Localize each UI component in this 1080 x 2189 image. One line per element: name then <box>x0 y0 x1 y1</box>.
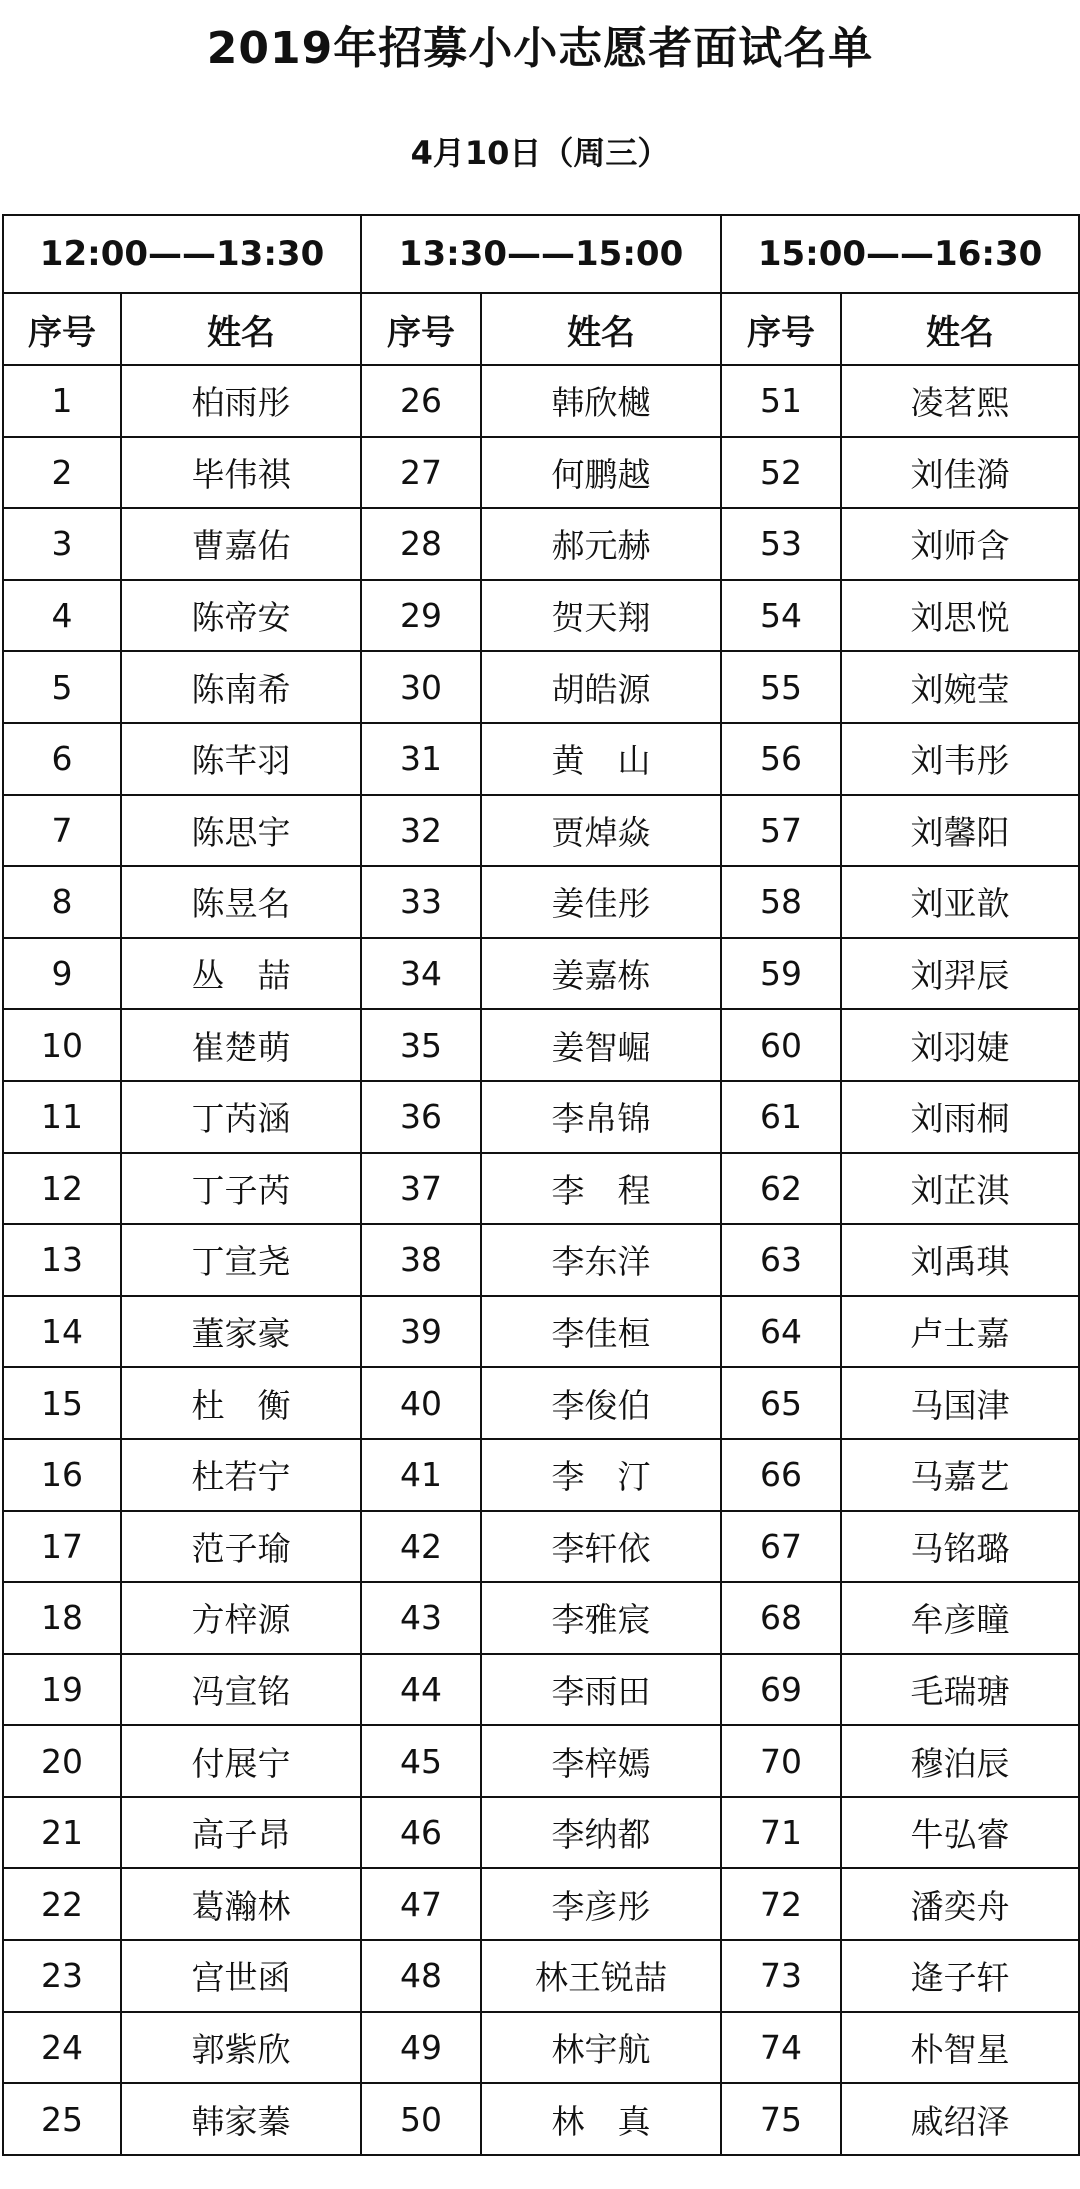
serial-number-cell: 38 <box>361 1224 481 1296</box>
serial-number-cell: 31 <box>361 723 481 795</box>
name-cell: 刘禹琪 <box>841 1224 1079 1296</box>
name-cell: 何鹏越 <box>481 437 721 509</box>
serial-number-cell: 27 <box>361 437 481 509</box>
serial-number-cell: 40 <box>361 1367 481 1439</box>
name-cell: 方梓源 <box>121 1582 361 1654</box>
serial-number-cell: 35 <box>361 1009 481 1081</box>
serial-number-cell: 43 <box>361 1582 481 1654</box>
serial-number-cell: 25 <box>3 2083 121 2155</box>
name-cell: 杜若宁 <box>121 1439 361 1511</box>
serial-number-cell: 4 <box>3 580 121 652</box>
name-cell: 刘师含 <box>841 508 1079 580</box>
serial-number-cell: 50 <box>361 2083 481 2155</box>
name-cell: 刘芷淇 <box>841 1153 1079 1225</box>
name-cell: 刘雨桐 <box>841 1081 1079 1153</box>
serial-number-cell: 18 <box>3 1582 121 1654</box>
name-cell: 陈芊羽 <box>121 723 361 795</box>
table-row <box>3 2083 1079 2155</box>
name-cell: 陈昱名 <box>121 866 361 938</box>
serial-number-cell: 74 <box>721 2012 841 2084</box>
table-row <box>3 651 1079 723</box>
name-cell: 刘婉莹 <box>841 651 1079 723</box>
name-cell: 李帛锦 <box>481 1081 721 1153</box>
name-cell: 李 程 <box>481 1153 721 1225</box>
name-cell: 曹嘉佑 <box>121 508 361 580</box>
serial-number-cell: 62 <box>721 1153 841 1225</box>
name-cell: 戚绍泽 <box>841 2083 1079 2155</box>
name-cell: 付展宁 <box>121 1725 361 1797</box>
serial-number-cell: 16 <box>3 1439 121 1511</box>
table-row <box>3 1081 1079 1153</box>
serial-number-cell: 65 <box>721 1367 841 1439</box>
name-cell: 林宇航 <box>481 2012 721 2084</box>
serial-number-cell: 64 <box>721 1296 841 1368</box>
serial-number-cell: 52 <box>721 437 841 509</box>
serial-number-cell: 2 <box>3 437 121 509</box>
name-cell: 李俊伯 <box>481 1367 721 1439</box>
serial-number-cell: 51 <box>721 365 841 437</box>
time-slot-header: 15:00——16:30 <box>721 215 1079 293</box>
name-cell: 李 汀 <box>481 1439 721 1511</box>
serial-number-cell: 60 <box>721 1009 841 1081</box>
serial-number-cell: 13 <box>3 1224 121 1296</box>
name-cell: 董家豪 <box>121 1296 361 1368</box>
interview-roster-table <box>2 214 1080 2156</box>
name-cell: 崔楚萌 <box>121 1009 361 1081</box>
serial-number-cell: 7 <box>3 795 121 867</box>
serial-number-cell: 39 <box>361 1296 481 1368</box>
serial-number-cell: 22 <box>3 1868 121 1940</box>
table-row <box>3 938 1079 1010</box>
serial-number-cell: 45 <box>361 1725 481 1797</box>
name-cell: 姜嘉栋 <box>481 938 721 1010</box>
name-column-header: 姓名 <box>481 293 721 365</box>
name-cell: 宫世函 <box>121 1940 361 2012</box>
serial-number-cell: 10 <box>3 1009 121 1081</box>
name-cell: 刘佳漪 <box>841 437 1079 509</box>
serial-number-cell: 34 <box>361 938 481 1010</box>
serial-number-cell: 67 <box>721 1511 841 1583</box>
table-row <box>3 1224 1079 1296</box>
serial-number-cell: 29 <box>361 580 481 652</box>
serial-number-cell: 54 <box>721 580 841 652</box>
serial-number-cell: 61 <box>721 1081 841 1153</box>
name-cell: 陈南希 <box>121 651 361 723</box>
serial-number-cell: 75 <box>721 2083 841 2155</box>
name-cell: 牟彦瞳 <box>841 1582 1079 1654</box>
serial-number-cell: 63 <box>721 1224 841 1296</box>
name-cell: 丁芮涵 <box>121 1081 361 1153</box>
name-cell: 卢士嘉 <box>841 1296 1079 1368</box>
name-cell: 范子瑜 <box>121 1511 361 1583</box>
name-cell: 穆泊辰 <box>841 1725 1079 1797</box>
serial-number-cell: 68 <box>721 1582 841 1654</box>
serial-number-cell: 11 <box>3 1081 121 1153</box>
table-row <box>3 2012 1079 2084</box>
name-cell: 逄子轩 <box>841 1940 1079 2012</box>
serial-number-cell: 44 <box>361 1654 481 1726</box>
name-cell: 林 真 <box>481 2083 721 2155</box>
serial-number-cell: 32 <box>361 795 481 867</box>
serial-number-cell: 24 <box>3 2012 121 2084</box>
table-row <box>3 1797 1079 1869</box>
name-cell: 毛瑞瑭 <box>841 1654 1079 1726</box>
name-cell: 毕伟祺 <box>121 437 361 509</box>
serial-number-cell: 30 <box>361 651 481 723</box>
serial-number-cell: 56 <box>721 723 841 795</box>
table-row <box>3 1940 1079 2012</box>
name-cell: 林王锐喆 <box>481 1940 721 2012</box>
serial-number-cell: 33 <box>361 866 481 938</box>
serial-number-cell: 55 <box>721 651 841 723</box>
column-header-row <box>3 293 1079 365</box>
serial-number-cell: 47 <box>361 1868 481 1940</box>
table-row <box>3 1439 1079 1511</box>
serial-number-cell: 12 <box>3 1153 121 1225</box>
name-cell: 柏雨彤 <box>121 365 361 437</box>
name-cell: 刘韦彤 <box>841 723 1079 795</box>
name-cell: 贺天翔 <box>481 580 721 652</box>
serial-number-cell: 53 <box>721 508 841 580</box>
name-cell: 贾焯焱 <box>481 795 721 867</box>
name-cell: 李纳都 <box>481 1797 721 1869</box>
serial-number-cell: 69 <box>721 1654 841 1726</box>
name-cell: 刘馨阳 <box>841 795 1079 867</box>
name-cell: 胡皓源 <box>481 651 721 723</box>
serial-number-cell: 5 <box>3 651 121 723</box>
name-cell: 马嘉艺 <box>841 1439 1079 1511</box>
table-row <box>3 1009 1079 1081</box>
name-cell: 姜智崛 <box>481 1009 721 1081</box>
serial-number-cell: 20 <box>3 1725 121 1797</box>
name-cell: 刘羽婕 <box>841 1009 1079 1081</box>
name-cell: 丛 喆 <box>121 938 361 1010</box>
serial-number-cell: 58 <box>721 866 841 938</box>
name-cell: 丁宣尧 <box>121 1224 361 1296</box>
roster-body <box>3 365 1079 2155</box>
serial-number-cell: 73 <box>721 1940 841 2012</box>
table-row <box>3 795 1079 867</box>
serial-number-cell: 70 <box>721 1725 841 1797</box>
serial-number-cell: 36 <box>361 1081 481 1153</box>
name-cell: 郭紫欣 <box>121 2012 361 2084</box>
table-row <box>3 1511 1079 1583</box>
serial-number-cell: 19 <box>3 1654 121 1726</box>
serial-number-cell: 42 <box>361 1511 481 1583</box>
serial-number-cell: 8 <box>3 866 121 938</box>
serial-number-cell: 1 <box>3 365 121 437</box>
name-cell: 陈帝安 <box>121 580 361 652</box>
serial-number-cell: 6 <box>3 723 121 795</box>
table-row <box>3 1367 1079 1439</box>
serial-number-cell: 49 <box>361 2012 481 2084</box>
serial-number-cell: 71 <box>721 1797 841 1869</box>
page-title: 2019年招募小小志愿者面试名单 <box>206 23 874 74</box>
time-slot-header: 12:00——13:30 <box>3 215 361 293</box>
serial-number-cell: 3 <box>3 508 121 580</box>
table-row <box>3 365 1079 437</box>
name-cell: 李彦彤 <box>481 1868 721 1940</box>
name-cell: 葛瀚林 <box>121 1868 361 1940</box>
table-row <box>3 1868 1079 1940</box>
number-column-header: 序号 <box>3 293 121 365</box>
serial-number-cell: 28 <box>361 508 481 580</box>
table-row <box>3 1296 1079 1368</box>
table-row <box>3 437 1079 509</box>
serial-number-cell: 21 <box>3 1797 121 1869</box>
name-cell: 凌茗熙 <box>841 365 1079 437</box>
name-cell: 潘奕舟 <box>841 1868 1079 1940</box>
serial-number-cell: 9 <box>3 938 121 1010</box>
name-cell: 刘羿辰 <box>841 938 1079 1010</box>
name-cell: 刘亚歆 <box>841 866 1079 938</box>
name-cell: 黄 山 <box>481 723 721 795</box>
number-column-header: 序号 <box>361 293 481 365</box>
name-cell: 杜 衡 <box>121 1367 361 1439</box>
name-column-header: 姓名 <box>121 293 361 365</box>
serial-number-cell: 59 <box>721 938 841 1010</box>
name-cell: 李雅宸 <box>481 1582 721 1654</box>
name-cell: 牛弘睿 <box>841 1797 1079 1869</box>
table-row <box>3 866 1079 938</box>
name-cell: 韩欣樾 <box>481 365 721 437</box>
table-row <box>3 723 1079 795</box>
serial-number-cell: 48 <box>361 1940 481 2012</box>
time-slot-row <box>3 215 1079 293</box>
name-cell: 李梓嫣 <box>481 1725 721 1797</box>
name-cell: 高子昂 <box>121 1797 361 1869</box>
name-cell: 冯宣铭 <box>121 1654 361 1726</box>
serial-number-cell: 23 <box>3 1940 121 2012</box>
name-cell: 陈思宇 <box>121 795 361 867</box>
table-row <box>3 1654 1079 1726</box>
table-row <box>3 1725 1079 1797</box>
name-cell: 李东洋 <box>481 1224 721 1296</box>
name-cell: 朴智星 <box>841 2012 1079 2084</box>
name-cell: 刘思悦 <box>841 580 1079 652</box>
name-column-header: 姓名 <box>841 293 1079 365</box>
table-row <box>3 1153 1079 1225</box>
table-row <box>3 1582 1079 1654</box>
serial-number-cell: 46 <box>361 1797 481 1869</box>
serial-number-cell: 57 <box>721 795 841 867</box>
time-slot-header: 13:30——15:00 <box>361 215 721 293</box>
table-row <box>3 580 1079 652</box>
name-cell: 马国津 <box>841 1367 1079 1439</box>
serial-number-cell: 41 <box>361 1439 481 1511</box>
serial-number-cell: 37 <box>361 1153 481 1225</box>
name-cell: 韩家蓁 <box>121 2083 361 2155</box>
serial-number-cell: 15 <box>3 1367 121 1439</box>
name-cell: 李轩依 <box>481 1511 721 1583</box>
name-cell: 李雨田 <box>481 1654 721 1726</box>
serial-number-cell: 26 <box>361 365 481 437</box>
name-cell: 姜佳彤 <box>481 866 721 938</box>
serial-number-cell: 72 <box>721 1868 841 1940</box>
page-subtitle: 4月10日（周三） <box>410 134 670 172</box>
name-cell: 李佳桓 <box>481 1296 721 1368</box>
name-cell: 丁子芮 <box>121 1153 361 1225</box>
number-column-header: 序号 <box>721 293 841 365</box>
name-cell: 郝元赫 <box>481 508 721 580</box>
name-cell: 马铭璐 <box>841 1511 1079 1583</box>
serial-number-cell: 17 <box>3 1511 121 1583</box>
table-row <box>3 508 1079 580</box>
serial-number-cell: 14 <box>3 1296 121 1368</box>
serial-number-cell: 66 <box>721 1439 841 1511</box>
